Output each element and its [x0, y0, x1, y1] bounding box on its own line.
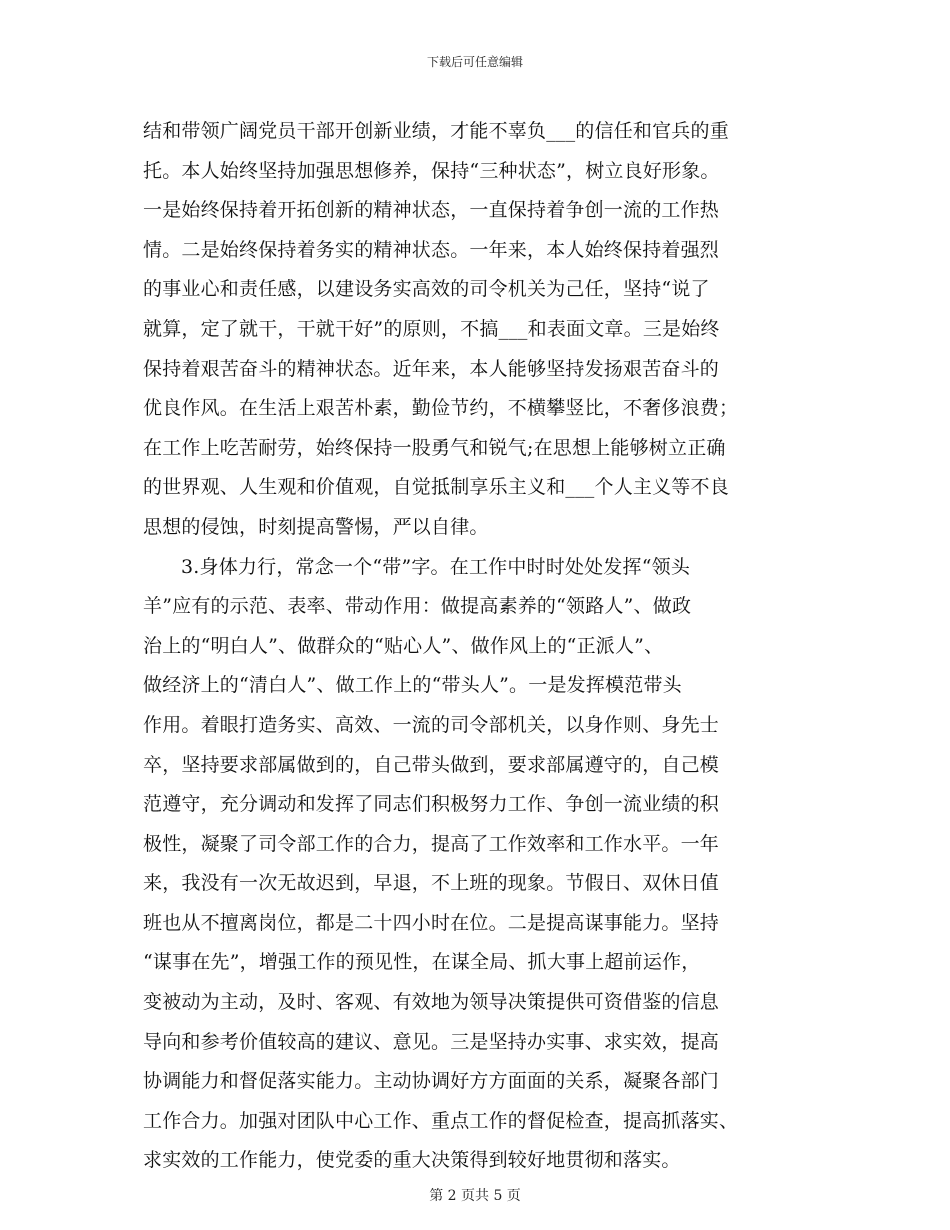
text-line: “谋事在先”，增强工作的预见性，在谋全局、抓大事上超前运作， — [143, 951, 701, 974]
text-line: 就算，定了就干，干就干好”的原则，不搞___和表面文章。三是始终 — [143, 317, 720, 340]
page-header: 下载后可任意编辑 — [426, 55, 523, 69]
text-line: 治上的“明白人”、做群众的“贴心人”、做作风上的“正派人”、 — [143, 634, 664, 657]
text-line: 来，我没有一次无故迟到，早退，不上班的现象。节假日、双休日值 — [143, 872, 720, 895]
text-line: 班也从不擅离岗位，都是二十四小时在位。二是提高谋事能力。坚持 — [143, 911, 720, 934]
text-line: 卒，坚持要求部属做到的，自己带头做到，要求部属遵守的，自己模 — [143, 753, 720, 776]
text-line: 托。本人始终坚持加强思想修养，保持“三种状态”，树立良好形象。 — [143, 159, 720, 182]
text-line: 羊”应有的示范、表率、带动作用：做提高素养的“领路人”、做政 — [143, 595, 692, 618]
text-line: 在工作上吃苦耐劳，始终保持一股勇气和锐气;在思想上能够树立正确 — [143, 436, 726, 459]
text-line: 的事业心和责任感，以建设务实高效的司令机关为己任，坚持“说了 — [143, 278, 710, 301]
text-line: 情。二是始终保持着务实的精神状态。一年来，本人始终保持着强烈 — [143, 238, 720, 261]
text-line: 极性，凝聚了司令部工作的合力，提高了工作效率和工作水平。一年 — [143, 832, 720, 855]
text-line: 求实效的工作能力，使党委的重大决策得到较好地贯彻和落实。 — [143, 1149, 681, 1172]
text-line: 做经济上的“清白人”、做工作上的“带头人”。一是发挥模范带头 — [143, 674, 682, 697]
text-line: 工作合力。加强对团队中心工作、重点工作的督促检查，提高抓落实、 — [143, 1109, 739, 1132]
text-line: 范遵守，充分调动和发挥了同志们积极努力工作、争创一流业绩的积 — [143, 793, 720, 816]
text-line: 导向和参考价值较高的建议、意见。三是坚持办实事、求实效，提高 — [143, 1030, 720, 1053]
text-line: 的世界观、人生观和价值观，自觉抵制享乐主义和___个人主义等不良 — [143, 476, 729, 499]
document-body — [143, 112, 808, 1181]
text-line: 一是始终保持着开拓创新的精神状态，一直保持着争创一流的工作热 — [143, 199, 720, 222]
text-line: 优良作风。在生活上艰苦朴素，勤俭节约，不横攀竖比，不奢侈浪费； — [143, 397, 739, 420]
text-line: 结和带领广阔党员干部开创新业绩，才能不辜负___的信任和官兵的重 — [143, 120, 729, 142]
text-line: 协调能力和督促落实能力。主动协调好方方面面的关系，凝聚各部门 — [143, 1070, 720, 1093]
text-line: 保持着艰苦奋斗的精神状态。近年来，本人能够坚持发扬艰苦奋斗的 — [143, 357, 720, 380]
text-line: 变被动为主动，及时、客观、有效地为领导决策提供可资借鉴的信息 — [143, 991, 720, 1014]
page-number: 第 2 页共 5 页 — [429, 1188, 521, 1204]
text-line: 3.身体力行，常念一个“带”字。在工作中时时处处发挥“领头 — [181, 555, 691, 578]
text-line: 思想的侵蚀，时刻提高警惕，严以自律。 — [143, 515, 489, 538]
text-line: 作用。着眼打造务实、高效、一流的司令部机关，以身作则、身先士 — [143, 713, 720, 736]
